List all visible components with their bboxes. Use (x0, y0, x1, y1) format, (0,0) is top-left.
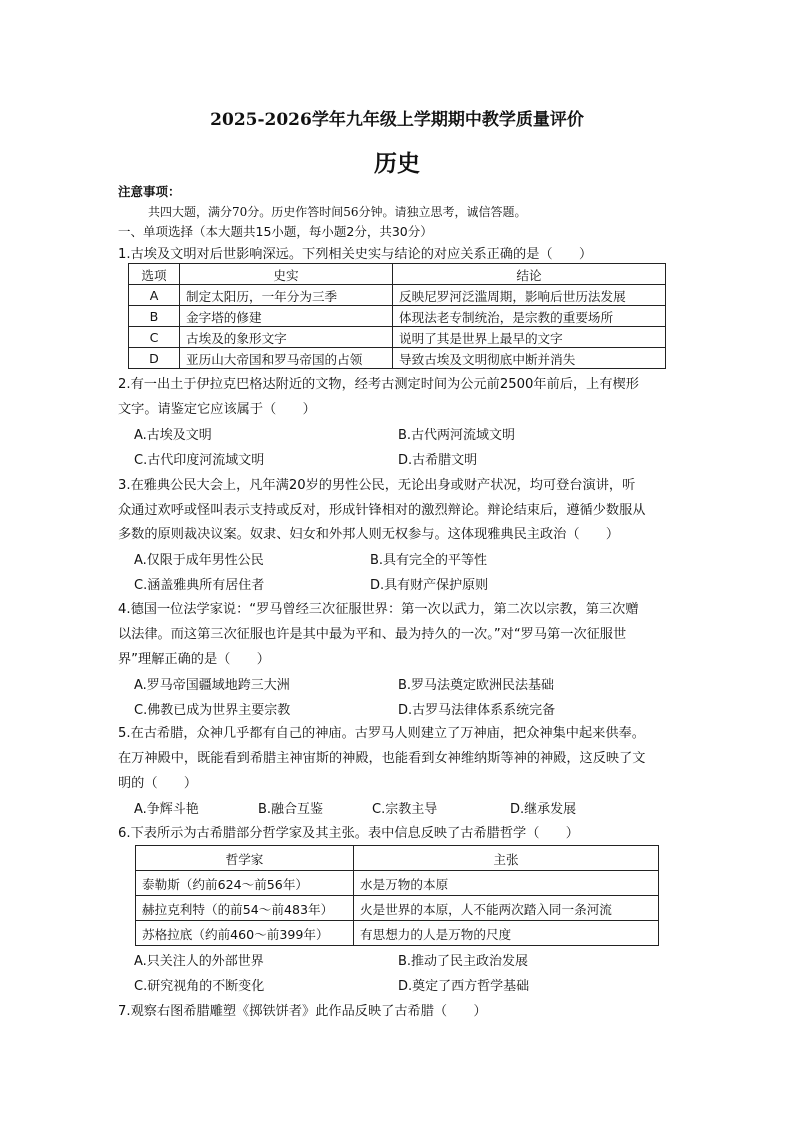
option-c: C.佛教已成为世界主要宗教 (134, 703, 291, 718)
question-6-table (135, 845, 659, 946)
table-cell: 苏格拉底（约前460～前399年） (136, 921, 354, 946)
table-cell: 火是世界的本原，人不能两次踏入同一条河流 (354, 896, 659, 921)
table-row (136, 871, 659, 896)
table-cell: 亚历山大帝国和罗马帝国的占领 (180, 348, 393, 369)
table-cell: 有思想力的人是万物的尺度 (354, 921, 659, 946)
table-header-cell: 哲学家 (136, 846, 354, 871)
table-cell: B (129, 306, 180, 327)
question-6-stem: 6.下表所示为古希腊部分哲学家及其主张。表中信息反映了古希腊哲学（ ） (118, 826, 579, 841)
option-c: C.古代印度河流域文明 (134, 453, 265, 468)
table-header-cell: 选项 (129, 264, 180, 285)
option-b: B.推动了民主政治发展 (398, 954, 529, 969)
question-4-line: 以法律。而这第三次征服也许是其中最为平和、最为持久的一次。”对“罗马第一次征服世 (118, 627, 627, 642)
question-2-line: 文字。请鉴定它应该属于（ ） (118, 402, 316, 417)
option-b: B.古代两河流域文明 (398, 428, 516, 443)
question-4-line: 界”理解正确的是（ ） (118, 652, 270, 667)
question-5-line: 5.在古希腊，众神几乎都有自己的神庙。古罗马人则建立了万神庙，把众神集中起来供奉。 (118, 726, 645, 741)
question-1-table (128, 263, 666, 369)
table-cell: 赫拉克利特（的前54～前483年） (136, 896, 354, 921)
section-heading: 一、单项选择（本大题共15小题，每小题2分，共30分） (118, 224, 433, 239)
table-header-cell: 主张 (354, 846, 659, 871)
table-row (129, 306, 666, 327)
option-a: A.仅限于成年男性公民 (134, 553, 264, 568)
option-d: D.具有财产保护原则 (370, 578, 489, 593)
table-cell: 体现法老专制统治，是宗教的重要场所 (393, 306, 666, 327)
option-b: B.融合互鉴 (258, 802, 324, 817)
question-5-line: 在万神殿中，既能看到希腊主神宙斯的神殿，也能看到女神维纳斯等神的神殿，这反映了文 (118, 751, 646, 766)
table-row (136, 896, 659, 921)
question-3-line: 多数的原则裁决议案。奴隶、妇女和外邦人则无权参与。这体现雅典民主政治（ ） (118, 527, 620, 542)
question-2-line: 2.有一出土于伊拉克巴格达附近的文物，经考古测定时间为公元前2500年前后，上有楔形 (118, 377, 639, 392)
option-d: D.古希腊文明 (398, 453, 478, 468)
option-d: D.古罗马法律体系系统完备 (398, 703, 556, 718)
question-3-line: 众通过欢呼或怪叫表示支持或反对，形成针锋相对的激烈辩论。辩论结束后，遵循少数服从 (118, 503, 646, 518)
subject-title: 历史 (374, 150, 420, 177)
question-4-line: 4.德国一位法学家说：“罗马曾经三次征服世界：第一次以武力，第二次以宗教，第三次赠 (118, 602, 639, 617)
table-cell: D (129, 348, 180, 369)
table-cell: 制定太阳历，一年分为三季 (180, 285, 393, 306)
option-c: C.涵盖雅典所有居住者 (134, 578, 265, 593)
question-3-line: 3.在雅典公民大会上，凡年满20岁的男性公民，无论出身或财产状况，均可登台演讲，听 (118, 478, 636, 493)
question-7-stem: 7.观察右图希腊雕塑《掷铁饼者》此作品反映了古希腊（ ） (118, 1004, 487, 1019)
option-d: D.奠定了西方哲学基础 (398, 979, 530, 994)
table-row (136, 921, 659, 946)
table-cell: A (129, 285, 180, 306)
exam-title: 2025-2026学年九年级上学期期中教学质量评价 (210, 110, 584, 130)
table-cell: 古埃及的象形文字 (180, 327, 393, 348)
table-header-cell: 史实 (180, 264, 393, 285)
notice-label: 注意事项： (118, 184, 181, 199)
option-b: B.罗马法奠定欧洲民法基础 (398, 678, 555, 693)
option-d: D.继承发展 (510, 802, 577, 817)
question-1-stem: 1.古埃及文明对后世影响深远。下列相关史实与结论的对应关系正确的是（ ） (118, 247, 593, 262)
table-cell: 泰勒斯（约前624～前56年） (136, 871, 354, 896)
table-cell: 反映尼罗河泛滥周期，影响后世历法发展 (393, 285, 666, 306)
option-b: B.具有完全的平等性 (370, 553, 488, 568)
question-5-line: 明的（ ） (118, 776, 198, 791)
table-header-row (136, 846, 659, 871)
option-c: C.研究视角的不断变化 (134, 979, 265, 994)
option-a: A.罗马帝国疆域地跨三大洲 (134, 678, 290, 693)
option-a: A.古埃及文明 (134, 428, 212, 443)
table-header-cell: 结论 (393, 264, 666, 285)
option-c: C.宗教主导 (372, 802, 438, 817)
option-a: A.只关注人的外部世界 (134, 954, 264, 969)
table-row (129, 348, 666, 369)
notice-text: 共四大题，满分70分。历史作答时间56分钟。请独立思考，诚信答题。 (148, 205, 527, 219)
table-cell: 导致古埃及文明彻底中断并消失 (393, 348, 666, 369)
option-a: A.争辉斗艳 (134, 802, 199, 817)
table-cell: 说明了其是世界上最早的文字 (393, 327, 666, 348)
table-header-row (129, 264, 666, 285)
table-row (129, 327, 666, 348)
table-row (129, 285, 666, 306)
table-cell: 金字塔的修建 (180, 306, 393, 327)
table-cell: C (129, 327, 180, 348)
table-cell: 水是万物的本原 (354, 871, 659, 896)
